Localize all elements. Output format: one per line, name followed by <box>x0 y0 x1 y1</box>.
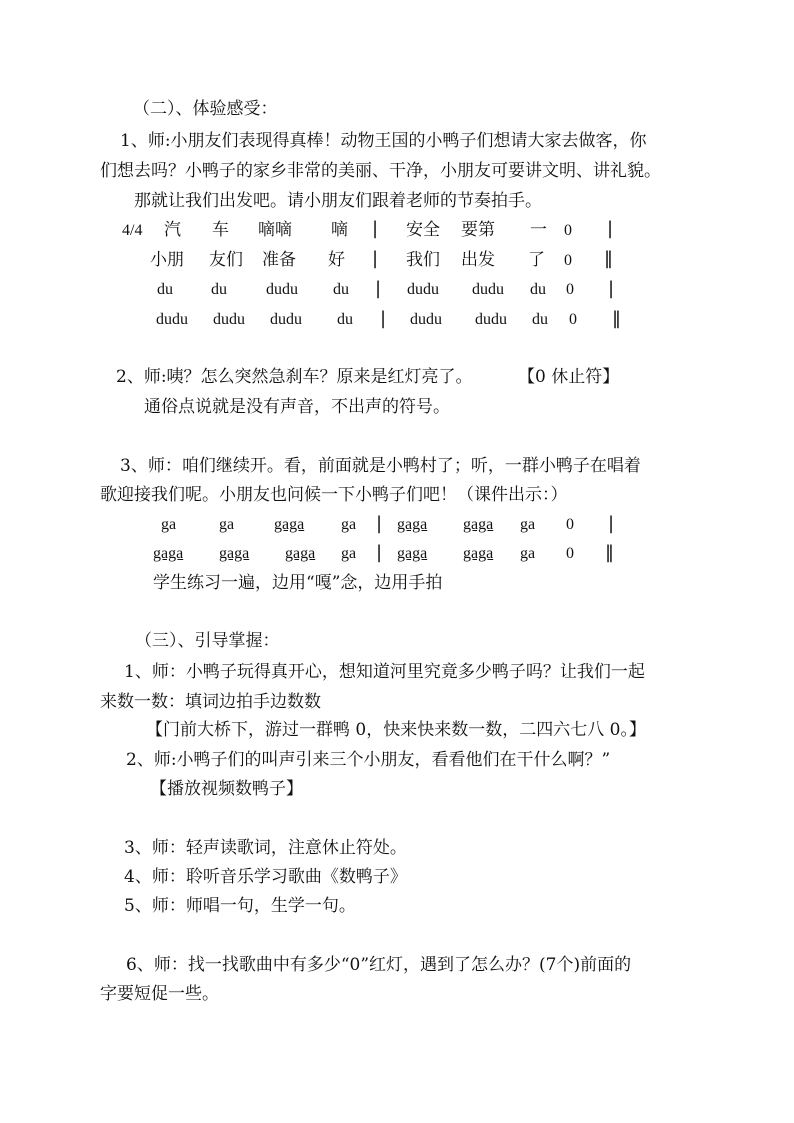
bar-line: | <box>607 218 614 239</box>
bar-line: | <box>608 278 615 299</box>
ga-cell-underlined: gaga <box>274 516 305 533</box>
rhythm-cell: 一 <box>530 220 547 240</box>
rhythm-cell: 嘀 <box>331 220 348 240</box>
ga-cell: 0 <box>566 516 574 533</box>
rhythm-cell: du <box>157 281 173 298</box>
rhythm-cell: dudu <box>213 311 245 328</box>
section3-heading: （三）、引导掌握： <box>135 631 280 651</box>
bar-line: | <box>372 218 379 239</box>
rest-note: 【0 休止符】 <box>518 367 620 387</box>
ga-cell: ga <box>520 545 536 562</box>
rhythm-cell: 0 <box>569 311 577 328</box>
ga-cell-underlined: gaga <box>219 545 250 562</box>
rhythm-cell: 要第 <box>461 220 495 240</box>
rhythm-cell: dudu <box>156 311 188 328</box>
s2-p2-line2: 通俗点说就是没有声音，不出声的符号。 <box>144 397 450 417</box>
ga-cell-underlined: gaga <box>397 516 428 533</box>
rhythm-cell: du <box>530 281 546 298</box>
double-bar-line: ‖ <box>604 248 613 269</box>
ga-cell: ga <box>341 545 357 562</box>
rhythm-cell: 小朋 <box>150 250 184 270</box>
ga-cell-underlined: gaga <box>463 516 494 533</box>
s3-p2-line2: 【播放视频数鸭子】 <box>150 779 303 799</box>
s3-p2-line1: 2、师:小鸭子们的叫声引来三个小朋友，看看他们在干什么啊？” <box>126 750 611 770</box>
rhythm-cell: dudu <box>270 311 302 328</box>
s3-p4: 4、师：聆听音乐学习歌曲《数鸭子》 <box>124 867 407 887</box>
ga-cell: ga <box>520 516 536 533</box>
ga-cell: ga <box>219 516 235 533</box>
rhythm-cell: dudu <box>475 311 507 328</box>
rhythm-cell: 了 <box>528 250 545 270</box>
ga-cell-underlined: gaga <box>397 545 428 562</box>
rhythm-cell: dudu <box>410 311 442 328</box>
s2-p3-line2: 歌迎接我们呢。小朋友也问候一下小鸭子们吧！（课件出示：） <box>100 485 568 505</box>
s3-p1-line1: 1、师：小鸭子玩得真开心，想知道河里究竟多少鸭子吗？让我们一起 <box>124 662 645 682</box>
s2-p1-line1: 1、师:小朋友们表现得真棒！动物王国的小鸭子们想请大家去做客，你 <box>120 131 647 151</box>
rhythm-cell: 0 <box>564 252 572 269</box>
rhythm-cell: 汽 <box>164 220 181 240</box>
ga-cell: 0 <box>566 545 574 562</box>
s3-p6-line2: 字要短促一些。 <box>100 984 219 1004</box>
double-bar-line: ‖ <box>612 308 621 329</box>
rhythm-cell: 我们 <box>406 250 440 270</box>
ga-cell-underlined: gaga <box>463 545 494 562</box>
rhythm-cell: du <box>337 311 353 328</box>
s3-p1-line2: 来数一数：填词边拍手边数数 <box>100 692 321 712</box>
time-signature: 4/4 <box>122 222 143 239</box>
rhythm-cell: du <box>532 311 548 328</box>
ga-cell-underlined: gaga <box>153 545 184 562</box>
ga-cell: ga <box>341 516 357 533</box>
s2-p2-line1: 2、师:咦？怎么突然急刹车？原来是红灯亮了。 <box>116 367 473 387</box>
double-bar-line: ‖ <box>605 542 614 563</box>
rhythm-cell: du <box>211 281 227 298</box>
s2-p1-line3: 那就让我们出发吧。请小朋友们跟着老师的节奏拍手。 <box>134 191 542 211</box>
s2-p1-line2: 们想去吗？小鸭子的家乡非常的美丽、干净，小朋友可要讲文明、讲礼貌。 <box>100 161 661 181</box>
practice-instruction: 学生练习一遍，边用“嘎”念，边用手拍 <box>153 573 443 593</box>
s2-p3-line1: 3、师：咱们继续开。看，前面就是小鸭村了；听，一群小鸭子在唱着 <box>120 456 641 476</box>
bar-line: | <box>376 542 383 563</box>
bar-line: | <box>372 248 379 269</box>
ga-cell: ga <box>161 516 177 533</box>
bar-line: | <box>376 513 383 534</box>
section2-heading: （二）、体验感受： <box>133 99 278 119</box>
ga-cell-underlined: gaga <box>285 545 316 562</box>
rhythm-cell: 出发 <box>461 250 495 270</box>
rhythm-cell: 准备 <box>262 250 296 270</box>
rhythm-cell: du <box>333 281 349 298</box>
rhythm-cell: dudu <box>407 281 439 298</box>
bar-line: | <box>608 513 615 534</box>
rhythm-cell: 好 <box>328 250 345 270</box>
bar-line: | <box>380 308 387 329</box>
s3-p6-line1: 6、师：找一找歌曲中有多少“0”红灯，遇到了怎么办？(7个)前面的 <box>126 955 632 975</box>
rhythm-cell: 0 <box>564 222 572 239</box>
rhythm-cell: 友们 <box>209 250 243 270</box>
rhythm-cell: dudu <box>266 281 298 298</box>
rhythm-cell: 安全 <box>406 220 440 240</box>
bar-line: | <box>375 278 382 299</box>
rhythm-cell: 车 <box>212 220 229 240</box>
rhythm-cell: dudu <box>472 281 504 298</box>
rhythm-cell: 0 <box>566 281 574 298</box>
s3-p3: 3、师：轻声读歌词，注意休止符处。 <box>124 838 407 858</box>
lyrics-line: 【门前大桥下，游过一群鸭 0，快来快来数一数，二四六七八 0。】 <box>146 720 646 740</box>
s3-p5: 5、师：师唱一句，生学一句。 <box>124 896 356 916</box>
rhythm-cell: 嘀嘀 <box>258 220 292 240</box>
